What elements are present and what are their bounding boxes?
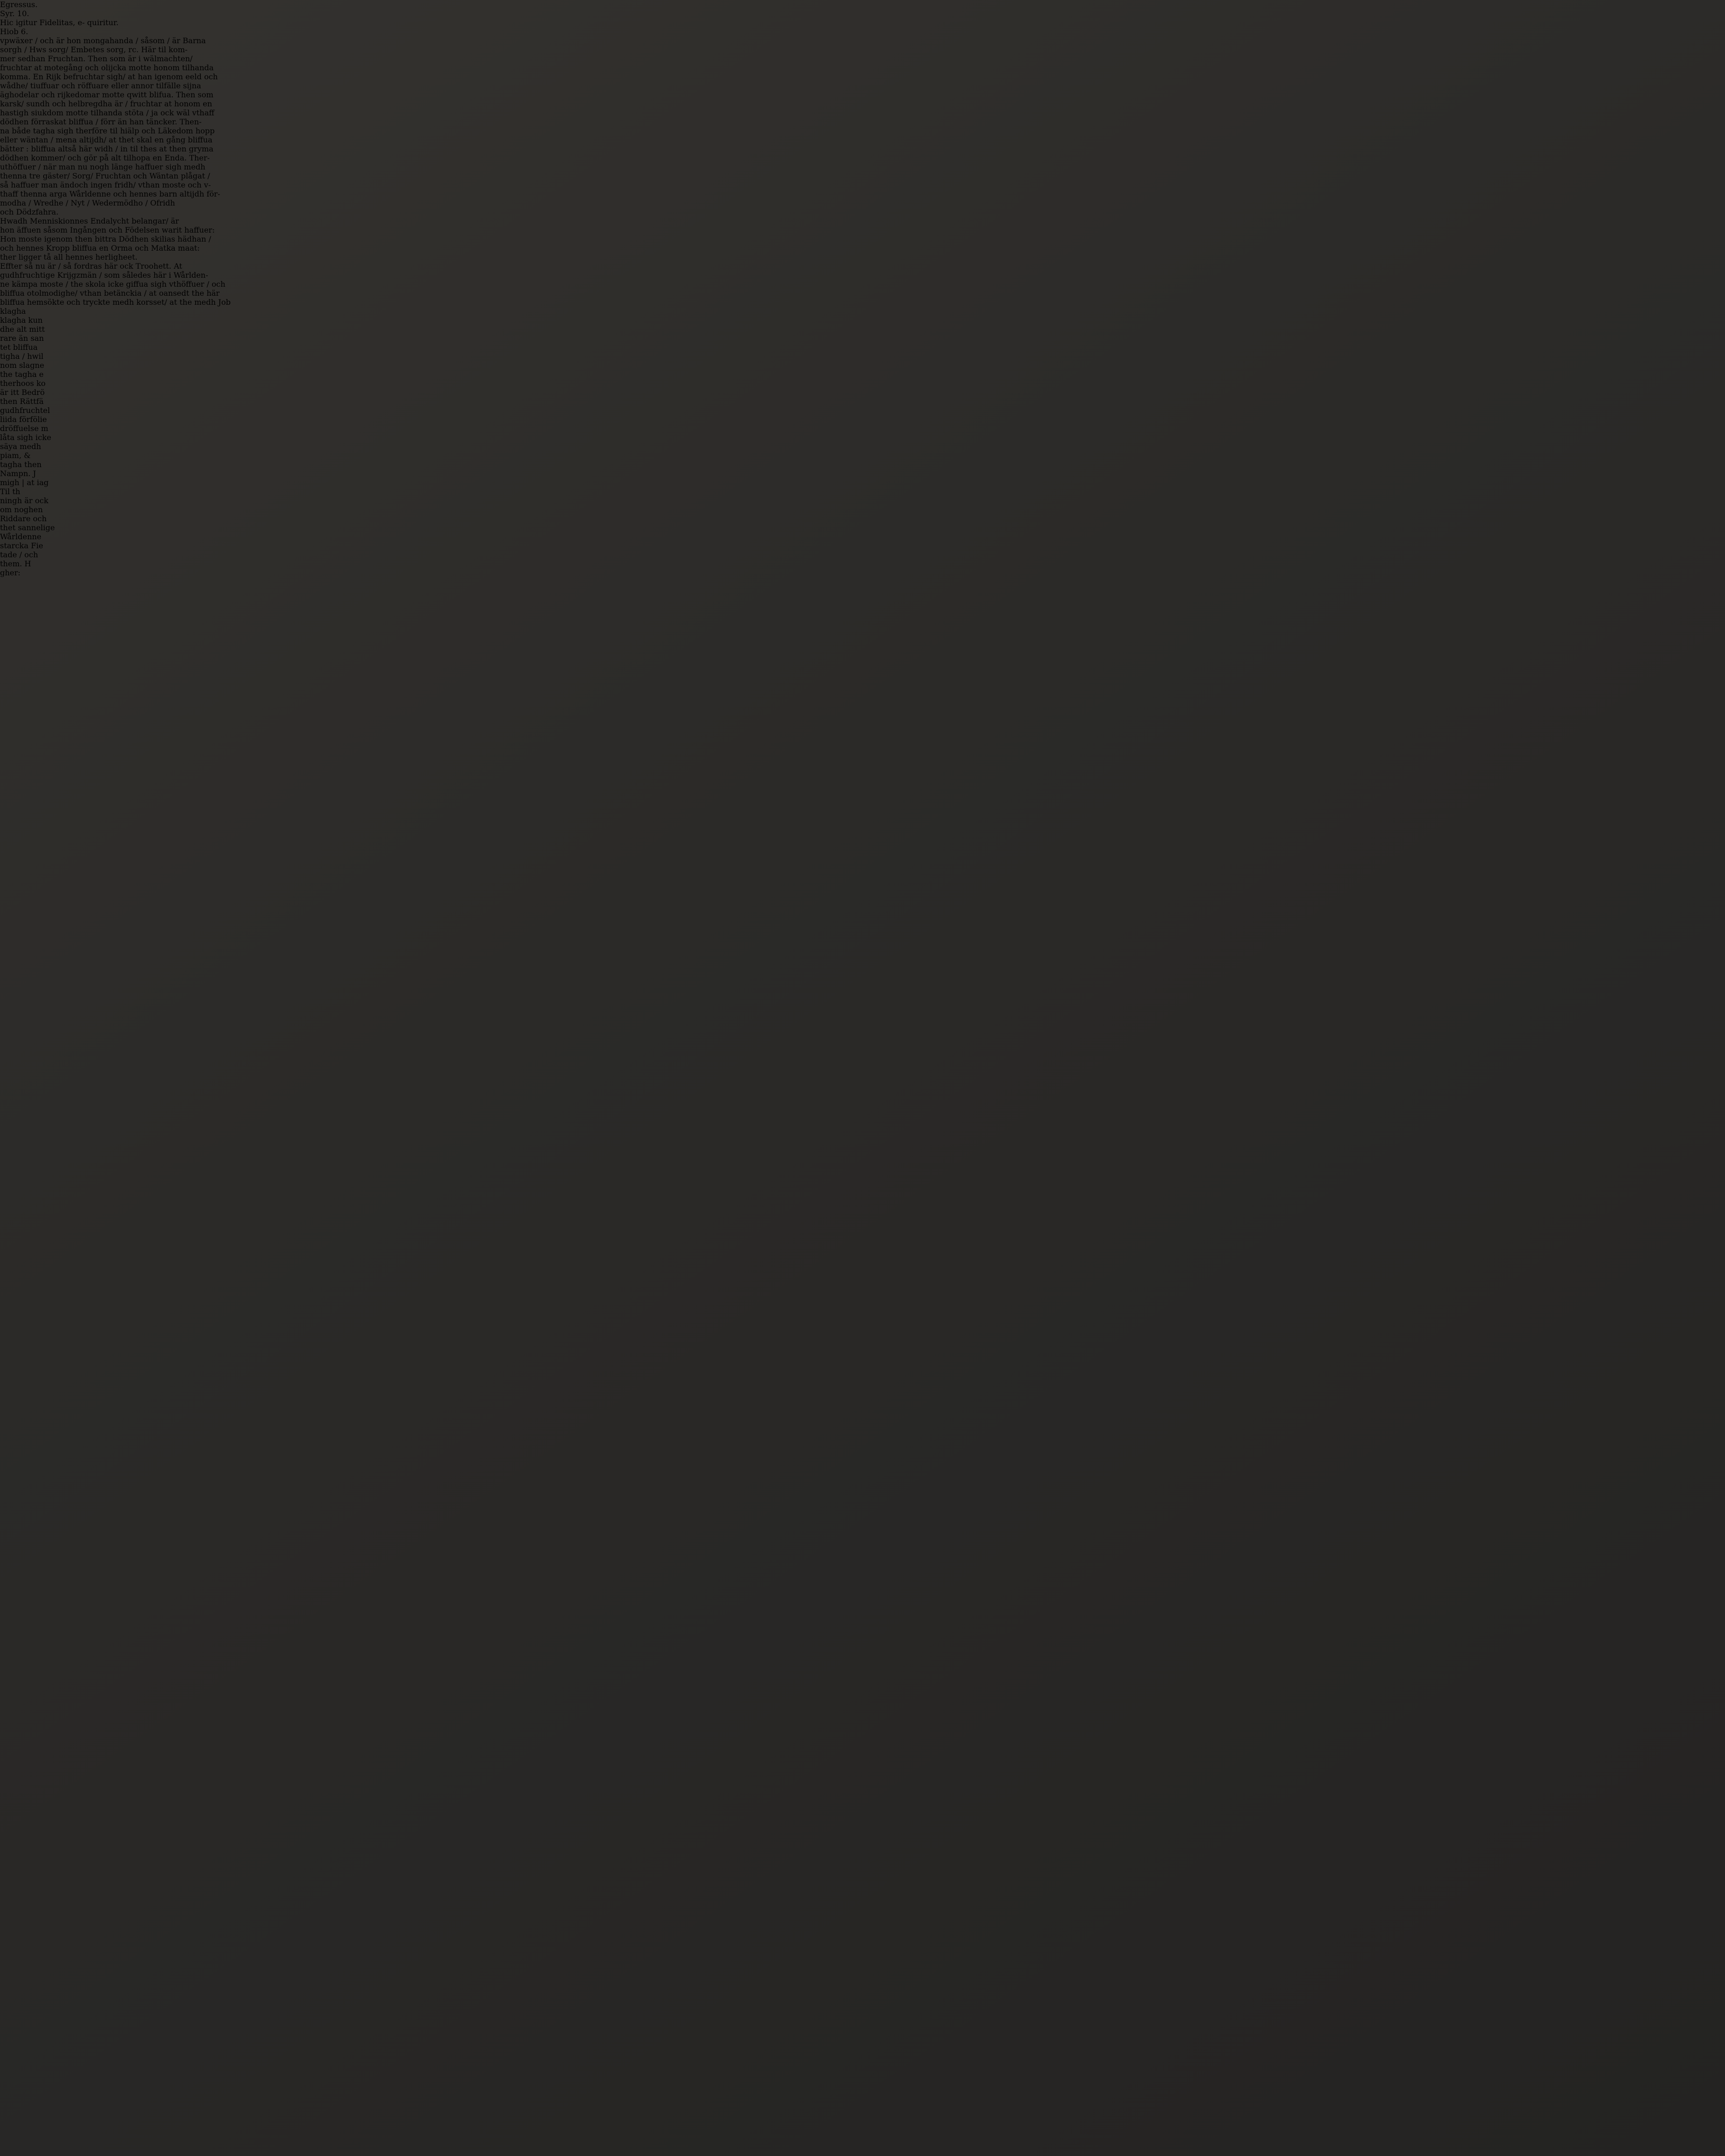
text-line: bätter : bliffua altså här widh / in til thes at then gryma xyxy=(0,144,214,153)
facing-text-line: them. H xyxy=(0,559,31,568)
facing-page-text-top xyxy=(0,316,1725,487)
text-line: dödhen kommer/ och gör på alt tilhopa en Enda. Ther- xyxy=(0,153,210,162)
text-line: gudhfruchtige Krijgzmän / som således här i Wårlden- xyxy=(0,271,208,280)
facing-text-line: om noghen xyxy=(0,505,43,514)
text-line: komma. En Rijk befruchtar sigh/ at han igenom eeld och xyxy=(0,72,218,81)
text-line: så haffuer man ändoch ingen fridh/ vthan moste och v- xyxy=(0,180,211,189)
paragraph-2 xyxy=(0,216,1725,262)
facing-text-line: migh | at iag xyxy=(0,478,49,487)
text-line: karsk/ sundh och helbregdha är / fruchtar at honom en xyxy=(0,99,212,108)
text-line: modha / Wredhe / Nyt / Wedermödho / Ofridh xyxy=(0,198,175,207)
text-line: bliffua hemsökte och tryckte medh korsset/ at the medh Job xyxy=(0,298,231,307)
text-line: wådhe/ tiuffuar och röffuare eller annor tilfälle sijna xyxy=(0,81,201,90)
facing-text-line: gudhfruchtel xyxy=(0,406,50,415)
facing-text-line: klagha kun xyxy=(0,316,43,325)
text-line: thaff thenna arga Wårldenne och hennes barn altijdh för- xyxy=(0,189,220,198)
text-line: fruchtar at motegång och olijcka motte honom tilhanda xyxy=(0,63,214,72)
facing-text-line: ningh är ock xyxy=(0,496,48,505)
facing-text-line: dhe alt mitt xyxy=(0,325,45,334)
text-line: Effter så nu är / så fordras här ock Troohett. At xyxy=(0,262,182,271)
page-edges-left xyxy=(37,120,161,2090)
facing-text-line: then Rättfä xyxy=(0,397,44,406)
facing-text-line: Nampn. J xyxy=(0,469,36,478)
text-line: äghodelar och rijkedomar motte qwitt blifua. Then som xyxy=(0,90,214,99)
facing-text-line: Wårldenne xyxy=(0,532,42,541)
facing-text-line: piam, & xyxy=(0,451,31,460)
text-line: dödhen förraskat bliffua / förr än han täncker. Then- xyxy=(0,117,202,126)
text-line: uthöffuer / när man nu nogh länge haffuer sigh medh xyxy=(0,162,206,171)
text-line: ther ligger tå all hennes herligheet. xyxy=(0,253,138,262)
margin-note-syr-10: Syr. 10. xyxy=(0,9,29,18)
margin-note-egressus: Egressus. xyxy=(0,0,38,9)
facing-text-line: thet sannelige xyxy=(0,523,55,532)
catchword: klagha xyxy=(0,307,26,316)
text-line: bliffua otolmodighe/ vthan betänckia / at oansedt the här xyxy=(0,289,220,298)
text-line: hastigh siukdom motte tilhanda stöta / ja ock wäl vthaff xyxy=(0,108,215,117)
facing-text-line: rare än san xyxy=(0,334,44,343)
facing-text-line: gher: xyxy=(0,568,21,577)
main-text-block xyxy=(0,36,1725,307)
facing-text-line: tigha / hwil xyxy=(0,352,44,361)
text-line: mer sedhan Fruchtan. Then som är i wälmachten/ xyxy=(0,54,193,63)
margin-note-hic-igitur: Hic igitur Fidelitas, e- quiritur. xyxy=(0,18,119,27)
facing-text-line: tet bliffua xyxy=(0,343,38,352)
facing-text-line: låta sigh icke xyxy=(0,433,51,442)
text-line: Hon moste igenom then bittra Dödhen skilias hädhan / xyxy=(0,234,211,244)
text-line: vpwäxer / och är hon mongahanda / såsom / är Barna xyxy=(0,36,206,45)
paragraph-3 xyxy=(0,262,1725,307)
facing-text-line: starcka Fie xyxy=(0,541,43,550)
text-line: thenna tre gäster/ Sorg/ Fruchtan och Wäntan plågat / xyxy=(0,171,210,180)
facing-text-line: tagha then xyxy=(0,460,42,469)
text-line: och hennes Kropp bliffua en Orma och Matka maat: xyxy=(0,244,200,253)
facing-text-line: Riddare och xyxy=(0,514,47,523)
text-line: na både tagha sigh therföre til hiälp och Läkedom hopp xyxy=(0,126,215,135)
facing-text-line: dröffuelse m xyxy=(0,424,48,433)
facing-text-line: nom slagne xyxy=(0,361,45,370)
facing-text-line: säya medh xyxy=(0,442,41,451)
facing-page-text-bottom xyxy=(0,487,1725,577)
facing-text-line: therhoos ko xyxy=(0,379,46,388)
text-line: sorgh / Hws sorg/ Embetes sorg, rc. Här til kom- xyxy=(0,45,188,54)
margin-note-hiob-6: Hiob 6. xyxy=(0,27,28,36)
facing-text-line: är itt Bedrö xyxy=(0,388,45,397)
text-line: hon äffuen såsom Ingången och Födelsen warit haffuer: xyxy=(0,225,215,234)
facing-text-line: liida förfölie xyxy=(0,415,47,424)
facing-text-line: tade / och xyxy=(0,550,38,559)
text-line: eller wäntan / mena altijdh/ at thet skal en gång bliffua xyxy=(0,135,213,144)
facing-text-line: the tagha e xyxy=(0,370,44,379)
text-line: ne kämpa moste / the skola icke giffua sigh vthöffuer / och xyxy=(0,280,225,289)
text-line: Hwadh Menniskionnes Endalycht belangar/ är xyxy=(0,216,179,225)
text-line: och Dödzfahra. xyxy=(0,207,59,216)
paragraph-1 xyxy=(0,36,1725,216)
facing-text-line: Til th xyxy=(0,487,20,496)
